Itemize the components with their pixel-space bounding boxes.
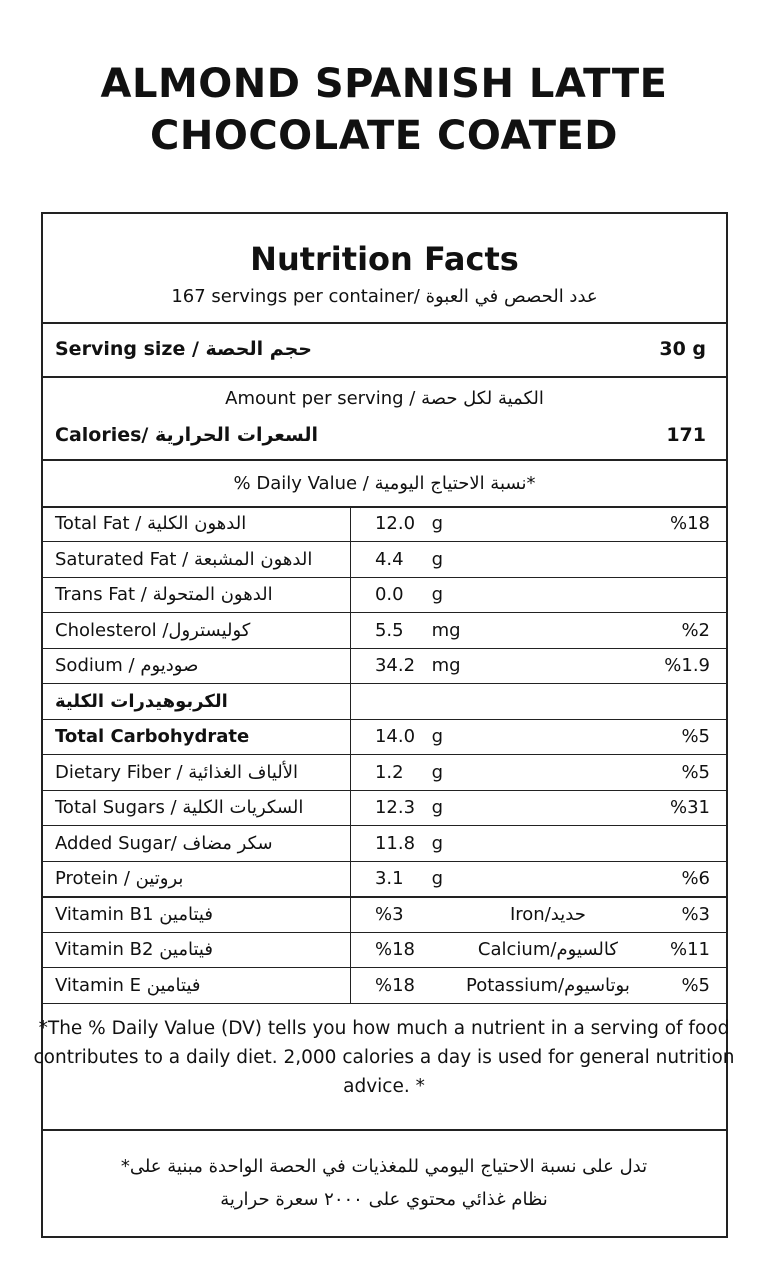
nutrient-name: Trans Fat / الدهون المتحولة [43, 577, 350, 613]
nutrient-amount: 34.2 [374, 655, 416, 677]
product-title-line-1: ALMOND SPANISH LATTE [100, 61, 668, 107]
nutrient-daily-value: %5 [681, 761, 710, 783]
amount-per-serving: Amount per serving / الكمية لكل حصة [225, 388, 544, 409]
nutrient-unit: g [431, 513, 444, 534]
nutrient-amount [350, 684, 431, 720]
nutrient-daily-value: %31 [669, 797, 710, 819]
nutrient-daily-value: %5 [681, 726, 710, 748]
nutrient-row [43, 861, 726, 897]
label-header [43, 214, 726, 324]
nutrient-unit: g [431, 868, 444, 889]
vitamin-daily-value: %18 [374, 939, 415, 961]
nutrient-amount: 1.2 [374, 761, 404, 783]
mineral-daily-value: %3 [681, 904, 710, 925]
nutrient-unit: g [431, 548, 444, 570]
nutrient-amount: 3.1 [374, 868, 404, 889]
mineral-daily-value: %11 [669, 939, 710, 961]
nutrient-row [43, 648, 726, 684]
mineral-name: Calcium/كالسيوم [477, 939, 618, 961]
nutrient-amount: 4.4 [374, 548, 404, 570]
nutrient-amount: 5.5 [374, 619, 404, 641]
mineral-daily-value: %5 [681, 974, 710, 996]
footnote-arabic [0, 1150, 768, 1216]
vitamin-name: Vitamin B1 فيتامين [43, 897, 350, 933]
nutrient-name: Dietary Fiber / الألياف الغذائية [43, 755, 350, 791]
vitamin-row [43, 968, 726, 1004]
nutrient-daily-value [664, 826, 726, 862]
serving-size-value: 30 g [659, 338, 706, 360]
nutrient-daily-value [664, 542, 726, 578]
footnote-divider [43, 1129, 726, 1131]
nutrient-daily-value: %2 [681, 619, 710, 641]
nutrient-amount: 0.0 [374, 584, 404, 606]
nutrient-row [43, 613, 726, 649]
nutrient-name: Cholesterol /كوليسترول [43, 613, 350, 649]
nutrient-daily-value [664, 684, 726, 720]
calories-section [43, 378, 726, 461]
nutrient-unit: mg [431, 655, 461, 677]
nutrient-row [43, 684, 726, 720]
calories-value: 171 [666, 424, 706, 446]
nutrient-name: Total Sugars / السكريات الكلية [43, 790, 350, 826]
daily-value-header: % Daily Value / نسبة الاحتياج اليومية* [233, 473, 536, 494]
nutrient-unit: g [431, 761, 444, 783]
nutrient-name: Sodium / صوديوم [43, 648, 350, 684]
vitamin-row [43, 897, 726, 933]
nutrient-amount: 12.0 [374, 513, 416, 534]
footnote-arabic-line-1: تدل على نسبة الاحتياج اليومي للمغذيات في الحصة الواحدة مبنية على* [120, 1156, 648, 1177]
nutrient-table [43, 506, 726, 1004]
vitamin-name: Vitamin B2 فيتامين [43, 932, 350, 968]
vitamin-daily-value: %18 [374, 974, 415, 996]
nutrient-row [43, 790, 726, 826]
nutrient-name: Added Sugar/ سكر مضاف [43, 826, 350, 862]
nutrient-amount: 14.0 [374, 726, 416, 748]
vitamin-daily-value: %3 [374, 904, 404, 925]
nutrient-name: Saturated Fat / الدهون المشبعة [43, 542, 350, 578]
nutrient-row [43, 719, 726, 755]
nutrient-row [43, 755, 726, 791]
nutrient-name: Total Carbohydrate [43, 719, 350, 755]
nutrient-amount: 11.8 [374, 832, 416, 854]
nutrient-unit: g [431, 797, 444, 819]
product-title [0, 58, 768, 162]
mineral-name: Iron/حديد [509, 904, 586, 925]
serving-size-label: Serving size / حجم الحصة [55, 338, 313, 360]
vitamin-row [43, 932, 726, 968]
nutrient-row [43, 826, 726, 862]
product-title-line-2: CHOCOLATE COATED [149, 113, 619, 159]
nutrient-row [43, 506, 726, 542]
nutrient-unit: g [431, 584, 444, 606]
serving-size-section [43, 324, 726, 378]
nutrient-unit: g [431, 726, 444, 748]
nutrient-name: Protein / بروتين [43, 861, 350, 897]
nutrient-name: الكربوهيدرات الكلية [43, 684, 350, 720]
nutrient-amount: 12.3 [374, 797, 416, 819]
calories-label: Calories/ السعرات الحرارية [55, 424, 318, 446]
mineral-name: Potassium/بوتاسيوم [466, 974, 630, 996]
nutrition-facts-title: Nutrition Facts [250, 240, 519, 278]
daily-value-header-section [43, 461, 726, 508]
nutrient-daily-value: %6 [681, 868, 710, 889]
nutrient-daily-value: %18 [669, 513, 710, 534]
vitamin-name: Vitamin E فيتامين [43, 968, 350, 1004]
nutrient-row [43, 542, 726, 578]
nutrient-row [43, 577, 726, 613]
nutrient-name: Total Fat / الدهون الكلية [43, 506, 350, 542]
nutrient-unit [432, 684, 665, 720]
nutrient-daily-value [664, 577, 726, 613]
footnote-arabic-line-2: نظام غذائي محتوي على ٢٠٠٠ سعرة حرارية [220, 1189, 548, 1210]
nutrient-daily-value: %1.9 [664, 655, 710, 677]
nutrient-unit: g [431, 832, 444, 854]
footnote-english: *The % Daily Value (DV) tells you how much a nutrient in a serving of food contributes to a daily diet. 2,000 calories a day is used for general nutrition advice. * [33, 1018, 735, 1097]
nutrient-unit: mg [431, 619, 461, 641]
servings-per-container: 167 servings per container/ عدد الحصص في العبوة [171, 286, 598, 307]
